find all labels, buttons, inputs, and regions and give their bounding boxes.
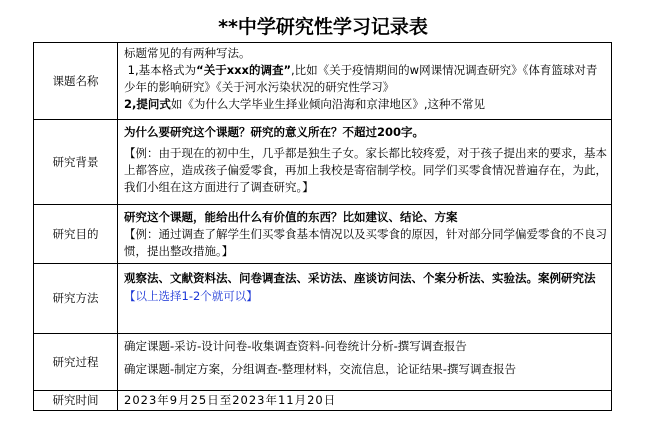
label-methods: 研究方法 bbox=[34, 264, 118, 334]
row-methods bbox=[34, 264, 612, 334]
label-topic: 课题名称 bbox=[34, 43, 118, 120]
content-purpose bbox=[118, 205, 612, 264]
row-background bbox=[34, 120, 612, 205]
document-title: **中学研究性学习记录表 bbox=[218, 16, 428, 38]
label-background: 研究背景 bbox=[34, 120, 118, 205]
background-example: 【例：由于现在的初中生，几乎都是独生子女。家长都比较疼爱，对于孩子提出来的要求，基本上都答应，造成孩子偏爱零食，再加上我校是寄宿制学校。同学们买零食情况普遍存在，为此，我们小组在这方面进行了调查研究。】 bbox=[124, 146, 607, 194]
record-table bbox=[33, 42, 612, 411]
row-topic bbox=[34, 43, 612, 120]
topic-line-2-examples: ,比如《关于疫情期间的w网课情况调查研究》《体育篮球对青少年的影响研究》《关于河水污染状况的研究性学习》 bbox=[124, 63, 598, 94]
methods-list: 观察法、文献资料法、问卷调查法、采访法、座谈访问法、个案分析法、实验法。案例研究法 bbox=[124, 271, 596, 285]
topic-line-3-text: 如《为什么大学毕业生择业倾向沿海和京津地区》,这种不常见 bbox=[170, 97, 486, 111]
content-methods bbox=[118, 264, 612, 334]
process-line-2: 确定课题-制定方案，分组调查-整理材料，交流信息，论证结果-撰写调查报告 bbox=[124, 362, 516, 376]
background-question: 为什么要研究这个课题？研究的意义所在？不超过200字。 bbox=[124, 125, 425, 139]
label-purpose: 研究目的 bbox=[34, 205, 118, 264]
topic-line-2-format: “关于xxx的调查” bbox=[196, 63, 292, 77]
row-time bbox=[34, 391, 612, 411]
label-time: 研究时间 bbox=[34, 391, 118, 411]
methods-note: 【以上选择1-2个就可以】 bbox=[124, 289, 258, 303]
process-line-1: 确定课题-采访-设计问卷-收集调查资料-问卷统计分析-撰写调查报告 bbox=[124, 339, 467, 353]
topic-line-3-prefix: 2,提问式 bbox=[124, 97, 171, 111]
topic-line-3 bbox=[124, 96, 607, 113]
row-process bbox=[34, 334, 612, 391]
topic-line-1: 标题常见的有两种写法。 bbox=[124, 46, 251, 60]
content-time bbox=[118, 391, 612, 411]
time-value: 2023年9月25日至2023年11月20日 bbox=[124, 393, 337, 407]
content-background bbox=[118, 120, 612, 205]
purpose-example: 【例：通过调查了解学生们买零食基本情况以及买零食的原因，针对部分同学偏爱零食的不良习惯，提出整改措施。】 bbox=[124, 227, 607, 258]
content-topic bbox=[118, 43, 612, 120]
content-process bbox=[118, 334, 612, 391]
topic-line-2-prefix: 1,基本格式为 bbox=[127, 63, 197, 77]
row-purpose bbox=[34, 205, 612, 264]
purpose-question: 研究这个课题，能给出什么有价值的东西？比如建议、结论、方案 bbox=[124, 210, 458, 224]
topic-line-2 bbox=[124, 62, 607, 96]
label-process: 研究过程 bbox=[34, 334, 118, 391]
